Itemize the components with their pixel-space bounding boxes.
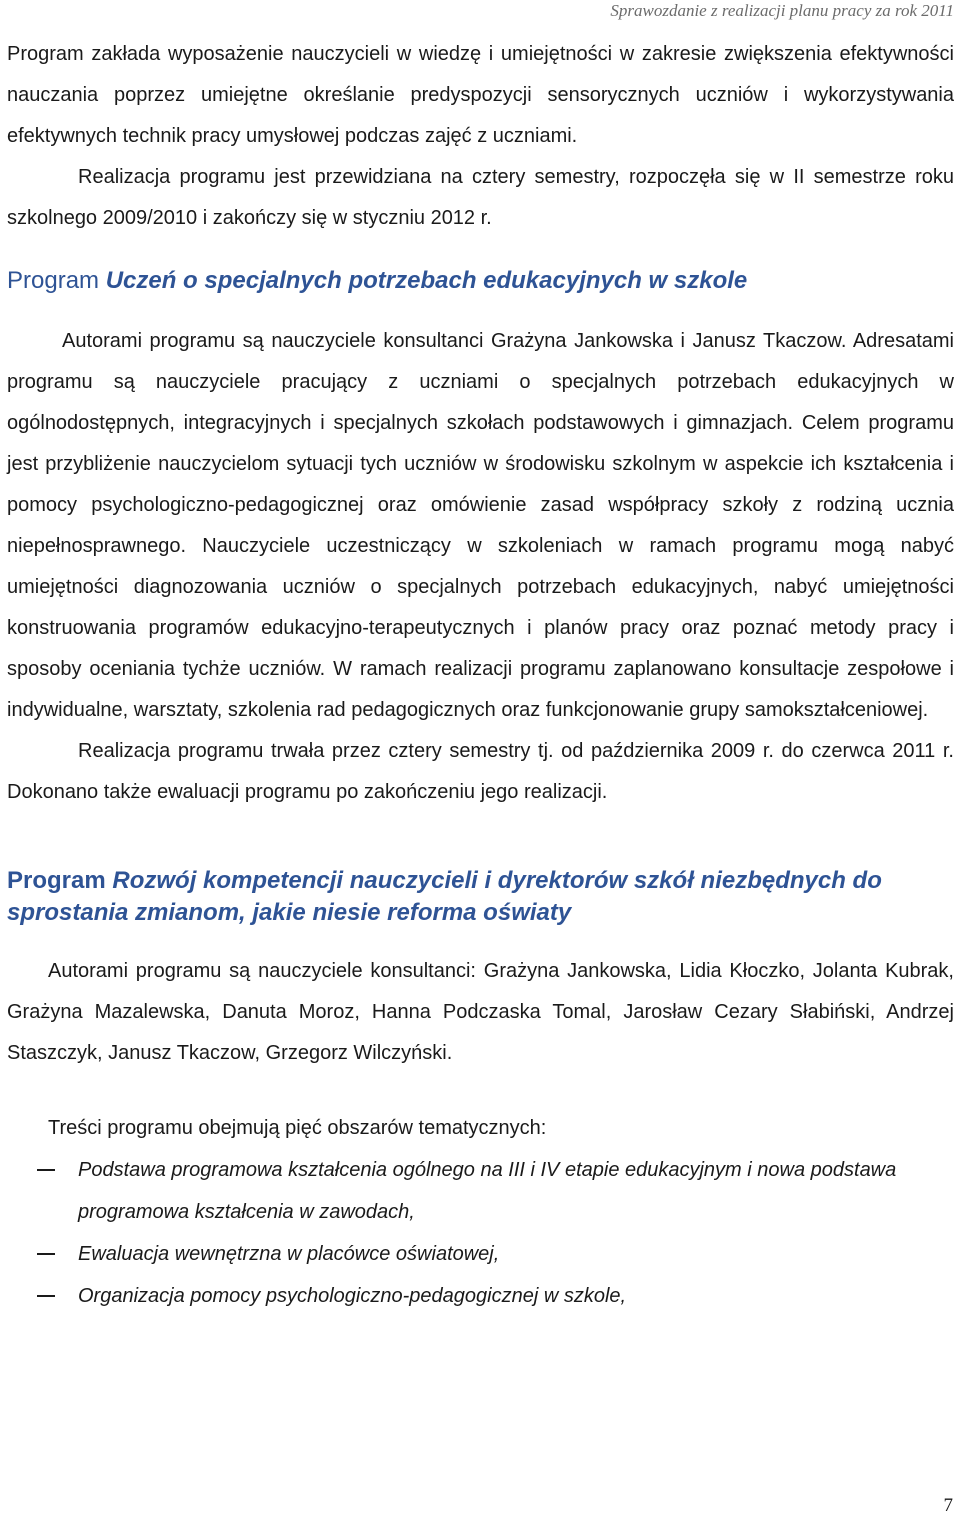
section-heading-prefix: Program xyxy=(7,267,106,294)
section-heading-competences xyxy=(7,865,954,929)
section-heading-title: Uczeń o specjalnych potrzebach edukacyjnych w szkole xyxy=(105,267,748,294)
list-item xyxy=(7,1149,954,1233)
dash-bullet-icon xyxy=(37,1253,55,1255)
paragraph-special-needs-body: Autorami programu są nauczyciele konsultanci Grażyna Jankowska i Janusz Tkaczow. Adresatami programu są nauczyciele pracujący z uczniami o specjalnych potrzebach edukacyjnych w ogólnodostępnych, integracyjnych i specjalnych szkołach podstawowych i gimnazjach. Celem programu jest przybliżenie nauczycielom sytuacji tych uczniów w środowisku szkolnym w aspekcie ich kształcenia i pomocy psychologiczno-pedagogicznej oraz omówienie zasad współpracy szkoły z rodziną ucznia niepełnosprawnego. Nauczyciele uczestniczący w szkoleniach w ramach programu mogą nabyć umiejętności diagnozowania uczniów o specjalnych potrzebach edukacyjnych, nabyć umiejętności konstruowania programów edukacyjno-terapeutycznych i planów pracy oraz poznać metody pracy i sposoby oceniania tychże uczniów. W ramach realizacji programu zaplanowano konsultacje zespołowe i indywidualne, warsztaty, szkolenia rad pedagogicznych oraz funkcjonowanie grupy samokształceniowej. xyxy=(7,330,954,721)
paragraph-program-goal: Program zakłada wyposażenie nauczycieli w wiedzę i umiejętności w zakresie zwiększenia efektywności nauczania poprzez umiejętne określanie predyspozycji sensorycznych uczniów i wykorzystywania efektywnych technik pracy umysłowej podczas zajęć z uczniami. xyxy=(7,43,954,147)
list-item xyxy=(7,1275,954,1317)
section-heading-title: Rozwój kompetencji nauczycieli i dyrektorów szkół niezbędnych do sprostania zmianom, jakie niesie reforma oświaty xyxy=(7,867,882,926)
section-heading-prefix: Program xyxy=(7,867,113,894)
list-item-text: Ewaluacja wewnętrzna w placówce oświatowej, xyxy=(78,1243,500,1265)
paragraph-competences-authors: Autorami programu są nauczyciele konsultanci: Grażyna Jankowska, Lidia Kłoczko, Jolanta Kubrak, Grażyna Mazalewska, Danuta Moroz, Hanna Podczaska Tomal, Jarosław Cezary Słabiński, Andrzej Staszczyk, Janusz Tkaczow, Grzegorz Wilczyński. xyxy=(7,960,954,1064)
list-item-text: Organizacja pomocy psychologiczno-pedagogicznej w szkole, xyxy=(78,1285,627,1307)
running-header: Sprawozdanie z realizacji planu pracy za rok 2011 xyxy=(610,1,954,20)
list-item xyxy=(7,1233,954,1275)
dash-bullet-icon xyxy=(37,1169,55,1171)
dash-bullet-icon xyxy=(37,1295,55,1297)
list-item-text: Podstawa programowa kształcenia ogólnego na III i IV etapie edukacyjnym i nowa podstawa programowa kształcenia w zawodach, xyxy=(78,1159,897,1223)
page-number: 7 xyxy=(943,1495,953,1516)
paragraph-special-needs-realization: Realizacja programu trwała przez cztery semestry tj. od października 2009 r. do czerwca 2011 r. Dokonano także ewaluacji programu po zakończeniu jego realizacji. xyxy=(7,740,954,803)
section-heading-special-needs xyxy=(7,265,954,297)
paragraph-program-schedule: Realizacja programu jest przewidziana na cztery semestry, rozpoczęła się w II semestrze roku szkolnego 2009/2010 i zakończy się w styczniu 2012 r. xyxy=(7,166,954,229)
topic-list xyxy=(7,1149,954,1317)
page-content xyxy=(7,34,954,1317)
paragraph-competences-intro: Treści programu obejmują pięć obszarów tematycznych: xyxy=(48,1117,547,1139)
